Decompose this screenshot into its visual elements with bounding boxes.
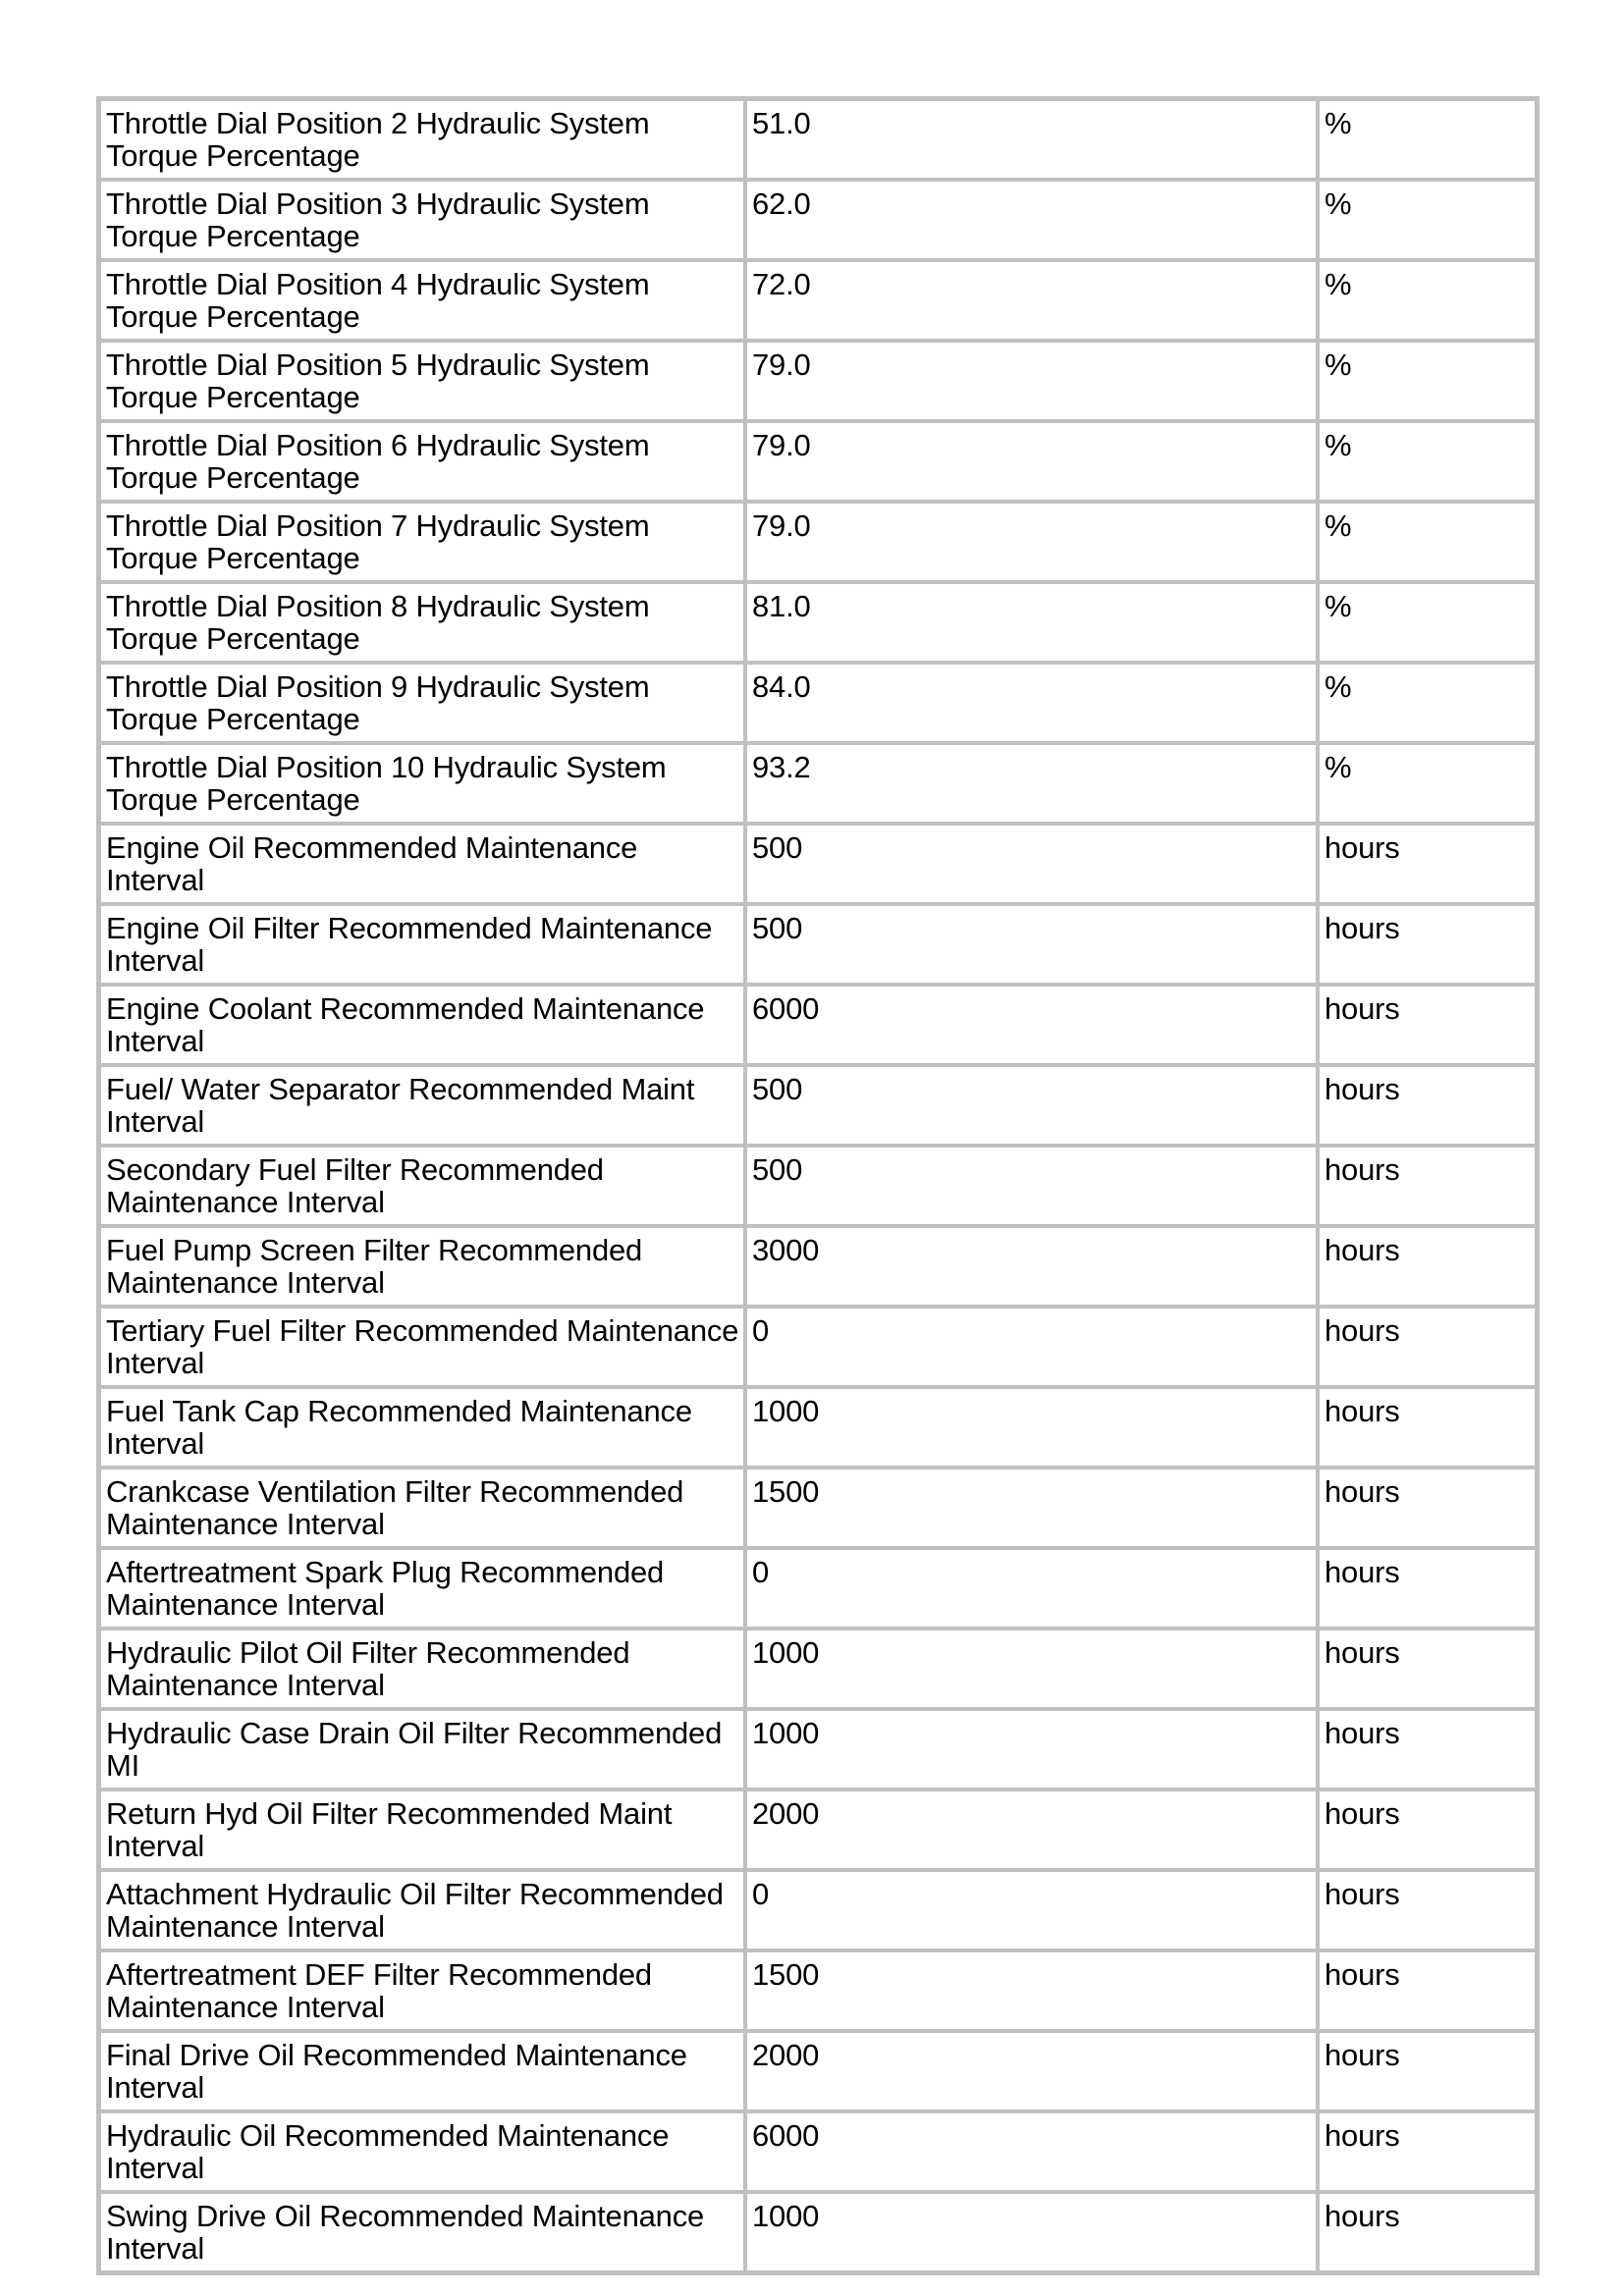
parameter-name-cell: Engine Coolant Recommended Maintenance Interval bbox=[99, 985, 745, 1065]
table-row bbox=[99, 1387, 1537, 1468]
value-cell: 1500 bbox=[745, 1468, 1318, 1548]
unit-cell: hours bbox=[1318, 1789, 1537, 1870]
value-cell: 1000 bbox=[745, 1709, 1318, 1789]
value-cell: 72.0 bbox=[745, 260, 1318, 341]
parameter-name-cell: Fuel/ Water Separator Recommended Maint Interval bbox=[99, 1065, 745, 1146]
value-cell: 500 bbox=[745, 904, 1318, 985]
parameter-name-cell: Throttle Dial Position 3 Hydraulic System Torque Percentage bbox=[99, 180, 745, 260]
table-row bbox=[99, 824, 1537, 904]
value-cell: 500 bbox=[745, 1065, 1318, 1146]
table-row bbox=[99, 1307, 1537, 1387]
unit-cell: % bbox=[1318, 502, 1537, 582]
table-row bbox=[99, 1065, 1537, 1146]
table-row bbox=[99, 743, 1537, 824]
unit-cell: % bbox=[1318, 341, 1537, 421]
parameter-name-cell: Aftertreatment Spark Plug Recommended Maintenance Interval bbox=[99, 1548, 745, 1629]
table-row bbox=[99, 2031, 1537, 2111]
table-row bbox=[99, 904, 1537, 985]
table-row bbox=[99, 2192, 1537, 2272]
unit-cell: % bbox=[1318, 582, 1537, 663]
unit-cell: % bbox=[1318, 99, 1537, 180]
parameter-name-cell: Hydraulic Pilot Oil Filter Recommended Maintenance Interval bbox=[99, 1629, 745, 1709]
parameter-name-cell: Throttle Dial Position 4 Hydraulic System Torque Percentage bbox=[99, 260, 745, 341]
parameter-name-cell: Throttle Dial Position 2 Hydraulic System Torque Percentage bbox=[99, 99, 745, 180]
value-cell: 1000 bbox=[745, 1387, 1318, 1468]
value-cell: 51.0 bbox=[745, 99, 1318, 180]
value-cell: 0 bbox=[745, 1548, 1318, 1629]
unit-cell: % bbox=[1318, 743, 1537, 824]
parameter-name-cell: Swing Drive Oil Recommended Maintenance Interval bbox=[99, 2192, 745, 2272]
table-row bbox=[99, 1950, 1537, 2031]
parameter-name-cell: Throttle Dial Position 5 Hydraulic System Torque Percentage bbox=[99, 341, 745, 421]
parameter-name-cell: Tertiary Fuel Filter Recommended Maintenance Interval bbox=[99, 1307, 745, 1387]
value-cell: 6000 bbox=[745, 2111, 1318, 2192]
unit-cell: hours bbox=[1318, 1870, 1537, 1950]
unit-cell: hours bbox=[1318, 2192, 1537, 2272]
unit-cell: hours bbox=[1318, 1387, 1537, 1468]
table-row bbox=[99, 260, 1537, 341]
unit-cell: hours bbox=[1318, 824, 1537, 904]
maintenance-spec-table bbox=[96, 96, 1540, 2275]
table-row bbox=[99, 582, 1537, 663]
table-row bbox=[99, 1629, 1537, 1709]
unit-cell: hours bbox=[1318, 1468, 1537, 1548]
parameter-name-cell: Engine Oil Recommended Maintenance Interval bbox=[99, 824, 745, 904]
spec-table-body bbox=[99, 99, 1537, 2272]
value-cell: 500 bbox=[745, 1146, 1318, 1226]
table-row bbox=[99, 1870, 1537, 1950]
value-cell: 62.0 bbox=[745, 180, 1318, 260]
parameter-name-cell: Engine Oil Filter Recommended Maintenance Interval bbox=[99, 904, 745, 985]
value-cell: 500 bbox=[745, 824, 1318, 904]
parameter-name-cell: Hydraulic Oil Recommended Maintenance Interval bbox=[99, 2111, 745, 2192]
value-cell: 6000 bbox=[745, 985, 1318, 1065]
unit-cell: hours bbox=[1318, 2111, 1537, 2192]
table-row bbox=[99, 1789, 1537, 1870]
unit-cell: % bbox=[1318, 421, 1537, 502]
unit-cell: hours bbox=[1318, 1709, 1537, 1789]
unit-cell: hours bbox=[1318, 904, 1537, 985]
unit-cell: hours bbox=[1318, 1548, 1537, 1629]
unit-cell: % bbox=[1318, 260, 1537, 341]
parameter-name-cell: Throttle Dial Position 8 Hydraulic System Torque Percentage bbox=[99, 582, 745, 663]
unit-cell: hours bbox=[1318, 1065, 1537, 1146]
unit-cell: % bbox=[1318, 663, 1537, 743]
value-cell: 1000 bbox=[745, 2192, 1318, 2272]
parameter-name-cell: Crankcase Ventilation Filter Recommended Maintenance Interval bbox=[99, 1468, 745, 1548]
table-row bbox=[99, 1226, 1537, 1307]
table-row bbox=[99, 1709, 1537, 1789]
parameter-name-cell: Fuel Tank Cap Recommended Maintenance Interval bbox=[99, 1387, 745, 1468]
table-row bbox=[99, 985, 1537, 1065]
document-page bbox=[96, 96, 1531, 2275]
value-cell: 79.0 bbox=[745, 341, 1318, 421]
unit-cell: hours bbox=[1318, 2031, 1537, 2111]
table-row bbox=[99, 2111, 1537, 2192]
parameter-name-cell: Fuel Pump Screen Filter Recommended Maintenance Interval bbox=[99, 1226, 745, 1307]
unit-cell: hours bbox=[1318, 1146, 1537, 1226]
table-row bbox=[99, 1146, 1537, 1226]
value-cell: 81.0 bbox=[745, 582, 1318, 663]
unit-cell: hours bbox=[1318, 1629, 1537, 1709]
parameter-name-cell: Secondary Fuel Filter Recommended Maintenance Interval bbox=[99, 1146, 745, 1226]
table-row bbox=[99, 663, 1537, 743]
table-row bbox=[99, 1468, 1537, 1548]
parameter-name-cell: Aftertreatment DEF Filter Recommended Maintenance Interval bbox=[99, 1950, 745, 2031]
table-row bbox=[99, 502, 1537, 582]
value-cell: 1500 bbox=[745, 1950, 1318, 2031]
parameter-name-cell: Hydraulic Case Drain Oil Filter Recommended MI bbox=[99, 1709, 745, 1789]
value-cell: 79.0 bbox=[745, 421, 1318, 502]
unit-cell: % bbox=[1318, 180, 1537, 260]
value-cell: 1000 bbox=[745, 1629, 1318, 1709]
value-cell: 93.2 bbox=[745, 743, 1318, 824]
unit-cell: hours bbox=[1318, 1950, 1537, 2031]
unit-cell: hours bbox=[1318, 1226, 1537, 1307]
table-row bbox=[99, 421, 1537, 502]
unit-cell: hours bbox=[1318, 1307, 1537, 1387]
parameter-name-cell: Throttle Dial Position 7 Hydraulic System Torque Percentage bbox=[99, 502, 745, 582]
table-row bbox=[99, 341, 1537, 421]
table-row bbox=[99, 1548, 1537, 1629]
value-cell: 2000 bbox=[745, 1789, 1318, 1870]
value-cell: 79.0 bbox=[745, 502, 1318, 582]
parameter-name-cell: Throttle Dial Position 10 Hydraulic System Torque Percentage bbox=[99, 743, 745, 824]
parameter-name-cell: Attachment Hydraulic Oil Filter Recommended Maintenance Interval bbox=[99, 1870, 745, 1950]
value-cell: 3000 bbox=[745, 1226, 1318, 1307]
value-cell: 0 bbox=[745, 1870, 1318, 1950]
parameter-name-cell: Return Hyd Oil Filter Recommended Maint Interval bbox=[99, 1789, 745, 1870]
table-row bbox=[99, 99, 1537, 180]
value-cell: 0 bbox=[745, 1307, 1318, 1387]
parameter-name-cell: Throttle Dial Position 6 Hydraulic System Torque Percentage bbox=[99, 421, 745, 502]
value-cell: 84.0 bbox=[745, 663, 1318, 743]
value-cell: 2000 bbox=[745, 2031, 1318, 2111]
unit-cell: hours bbox=[1318, 985, 1537, 1065]
parameter-name-cell: Final Drive Oil Recommended Maintenance Interval bbox=[99, 2031, 745, 2111]
table-row bbox=[99, 180, 1537, 260]
parameter-name-cell: Throttle Dial Position 9 Hydraulic System Torque Percentage bbox=[99, 663, 745, 743]
